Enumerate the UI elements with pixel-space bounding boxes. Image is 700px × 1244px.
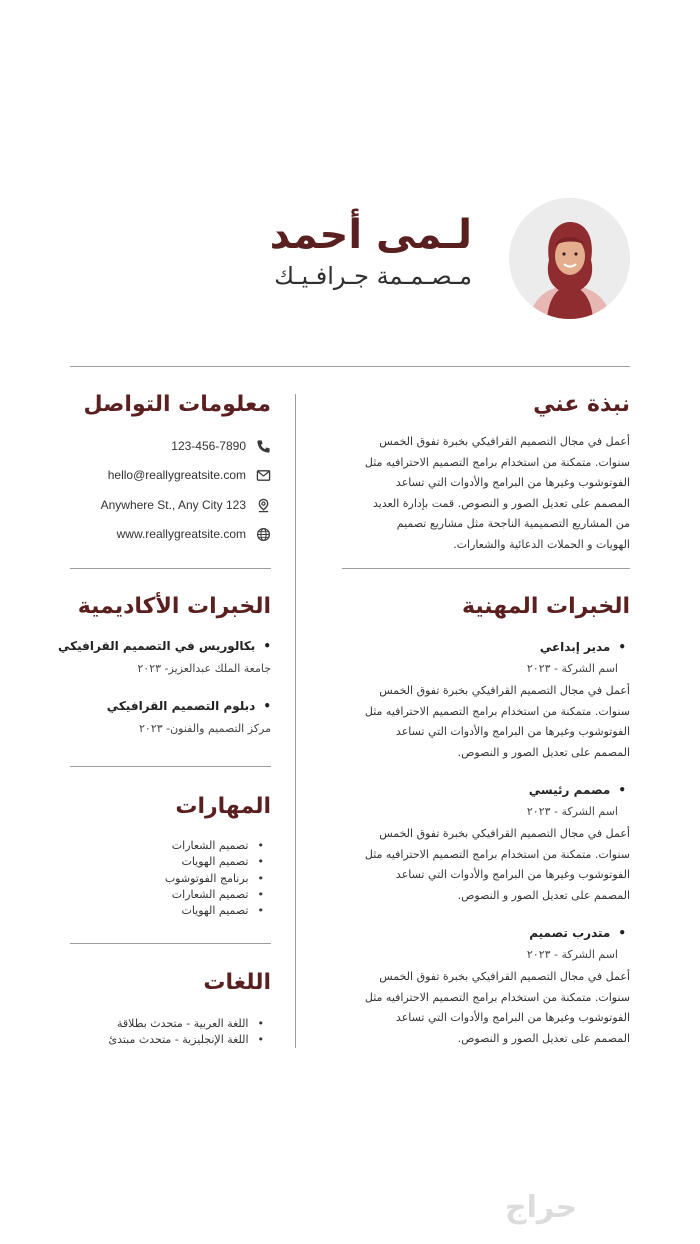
job-role: • مدير إبداعي bbox=[360, 640, 626, 654]
education-place: جامعة الملك عبدالعزيز- ٢٠٢٣ bbox=[137, 662, 271, 675]
skills-divider bbox=[70, 943, 271, 944]
website-text[interactable]: www.reallygreatsite.com bbox=[116, 527, 246, 541]
profile-photo bbox=[509, 198, 630, 319]
list-item: • اللغة الإنجليزية - متحدث مبتدئ bbox=[74, 1032, 264, 1048]
education-divider bbox=[70, 766, 271, 767]
contact-address-row bbox=[81, 495, 271, 515]
list-item: • اللغة العربية - متحدث بطلاقة bbox=[74, 1016, 264, 1032]
education-place: مركز التصميم والفنون- ٢٠٢٣ bbox=[139, 722, 271, 735]
globe-icon bbox=[256, 527, 271, 542]
phone-icon bbox=[256, 439, 271, 454]
contact-title: معلومات التواصل bbox=[83, 392, 271, 417]
list-item: • تصميم الشعارات bbox=[74, 838, 264, 854]
location-icon bbox=[256, 498, 271, 513]
list-item: • برنامج الفوتوشوب bbox=[74, 871, 264, 887]
email-icon bbox=[256, 468, 271, 483]
education-entry bbox=[70, 699, 271, 735]
education-degree: • دبلوم التصميم القرافيكي bbox=[70, 699, 271, 713]
job-description: أعمل في مجال التصميم القرافيكي بخبرة تفوق الخمس سنوات. متمكنة من استخدام برامج التصميم الاحترافيه مثل الفوتوشوب وغيرها من البرامج والأدوات التي تساعد المصمم على تعديل الصور و النصوص. bbox=[364, 684, 630, 759]
education-degree: • بكالوريس في التصميم القرافيكي bbox=[70, 639, 271, 653]
job-company: اسم الشركة - ٢٠٢٣ bbox=[526, 805, 618, 818]
contact-phone-row bbox=[81, 436, 271, 456]
email-text[interactable]: hello@reallygreatsite.com bbox=[107, 468, 246, 482]
watermark-logo: حراج bbox=[505, 1190, 578, 1225]
phone-text[interactable]: 123-456-7890 bbox=[171, 439, 246, 453]
skills-list bbox=[74, 838, 264, 919]
job-role: • مصمم رئيسي bbox=[360, 783, 626, 797]
job-company: اسم الشركة - ٢٠٢٣ bbox=[526, 662, 618, 675]
job-company: اسم الشركة - ٢٠٢٣ bbox=[526, 948, 618, 961]
about-title: نبذة عني bbox=[533, 392, 630, 417]
languages-list bbox=[74, 1016, 264, 1049]
about-text: أعمل في مجال التصميم القرافيكي بخبرة تفوق الخمس سنوات. متمكنة من استخدام برامج التصميم الاحترافيه مثل الفوتوشوب وغيرها من البرامج والأدوات التي تساعد المصمم على تعديل الصور و النصوص. قمت بإدارة العديد من المشاريع التصميمية الناجحة مثل مشاريع تصميم الهويات و الحملات الدعائية والشعارات. bbox=[364, 435, 630, 551]
contact-divider bbox=[70, 568, 271, 569]
list-item: • تصميم الهويات bbox=[74, 903, 264, 919]
experience-title: الخبرات المهنية bbox=[461, 594, 630, 619]
list-item: • تصميم الشعارات bbox=[74, 887, 264, 903]
job-entry bbox=[360, 640, 630, 763]
header-divider bbox=[70, 366, 630, 367]
list-item: • تصميم الهويات bbox=[74, 854, 264, 870]
job-role: • متدرب تصميم bbox=[360, 926, 626, 940]
person-name: لـمى أحمد bbox=[269, 212, 472, 258]
column-divider bbox=[295, 394, 296, 1048]
job-description: أعمل في مجال التصميم القرافيكي بخبرة تفوق الخمس سنوات. متمكنة من استخدام برامج التصميم الاحترافيه مثل الفوتوشوب وغيرها من البرامج والأدوات التي تساعد المصمم على تعديل الصور و النصوص. bbox=[364, 827, 630, 902]
job-entry bbox=[360, 926, 630, 1049]
avatar-illustration-icon bbox=[509, 198, 630, 319]
address-text: Anywhere St., Any City 123 bbox=[100, 498, 246, 512]
education-title: الخبرات الأكاديمية bbox=[77, 594, 271, 619]
about-divider bbox=[342, 568, 630, 569]
job-entry bbox=[360, 783, 630, 906]
skills-title: المهارات bbox=[175, 794, 271, 819]
person-job-title: مـصـمـمة جـرافـيـك bbox=[274, 262, 472, 290]
job-description: أعمل في مجال التصميم القرافيكي بخبرة تفوق الخمس سنوات. متمكنة من استخدام برامج التصميم الاحترافيه مثل الفوتوشوب وغيرها من البرامج والأدوات التي تساعد المصمم على تعديل الصور و النصوص. bbox=[364, 970, 630, 1045]
contact-website-row bbox=[81, 524, 271, 544]
contact-email-row bbox=[81, 465, 271, 485]
education-entry bbox=[57, 639, 271, 675]
languages-title: اللغات bbox=[203, 970, 271, 995]
